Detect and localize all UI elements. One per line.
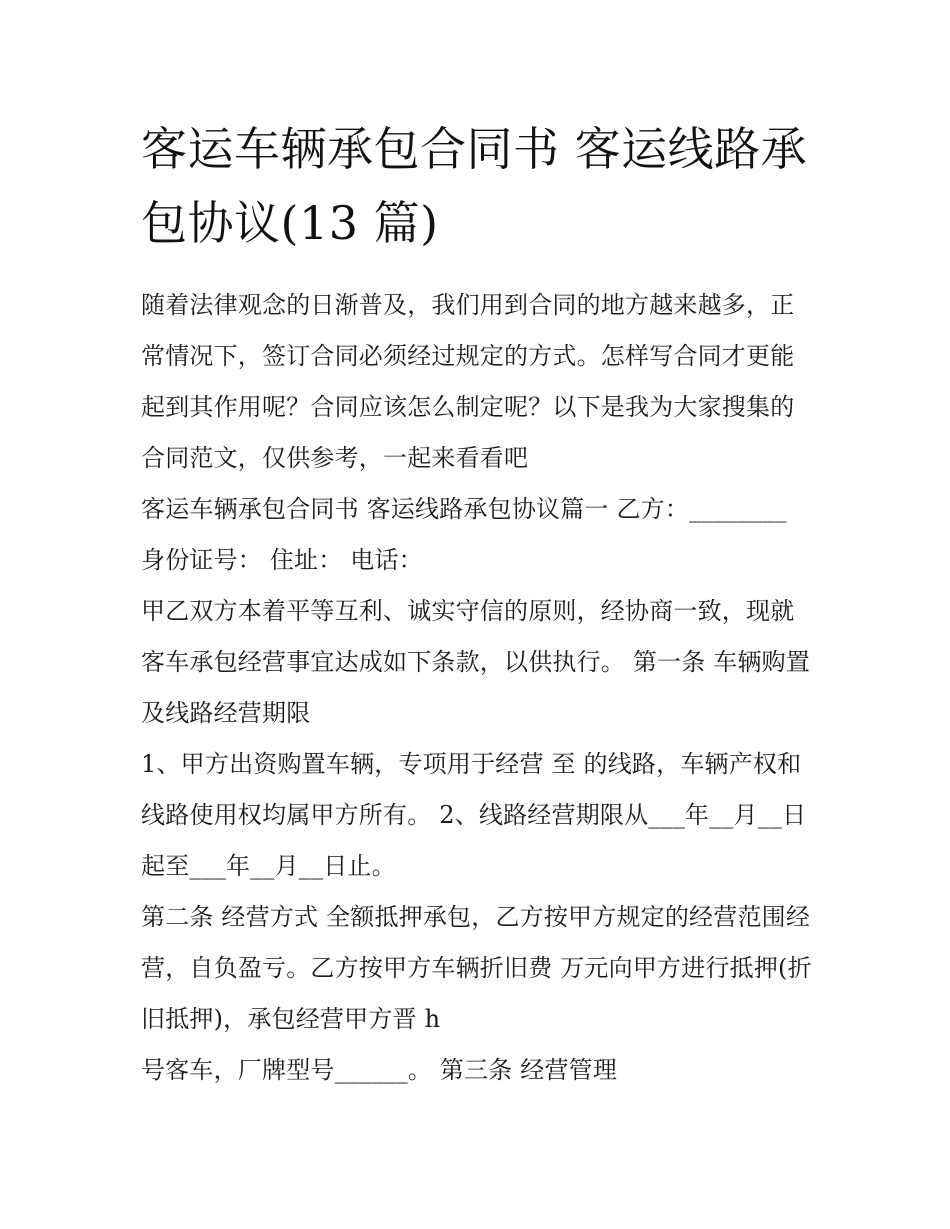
- document-body: [141, 112, 813, 1096]
- paragraph-principles: 甲乙双方本着平等互利、诚实守信的原则，经协商一致，现就客车承包经营事宜达成如下条款，以供执行。 第一条 车辆购置及线路经营期限: [141, 597, 811, 727]
- paragraph-contract-heading: 客运车辆承包合同书 客运线路承包协议篇一 乙方：________: [141, 495, 787, 523]
- paragraph-clause-1: 1、甲方出资购置车辆，专项用于经营 至 的线路，车辆产权和线路使用权均属甲方所有。 2、线路经营期限从___年__月__日起至___年__月__日止。: [141, 750, 807, 880]
- document-title: 客运车辆承包合同书 客运线路承包协议(13 篇): [141, 122, 808, 250]
- paragraph-party-info: 身份证号： 住址： 电话：: [141, 546, 423, 574]
- paragraph-intro: 随着法律观念的日渐普及，我们用到合同的地方越来越多，正常情况下，签订合同必须经过规定的方式。怎样写合同才更能起到其作用呢？合同应该怎么制定呢？以下是我为大家搜集的合同范文，仅供参考，一起来看看吧: [141, 291, 795, 472]
- paragraph-clause-2: 第二条 经营方式 全额抵押承包，乙方按甲方规定的经营范围经营，自负盈亏。乙方按甲方车辆折旧费 万元向甲方进行抵押(折旧抵押)，承包经营甲方晋 h: [141, 903, 812, 1033]
- paragraph-clause-3: 号客车，厂牌型号______。 第三条 经营管理: [141, 1056, 618, 1084]
